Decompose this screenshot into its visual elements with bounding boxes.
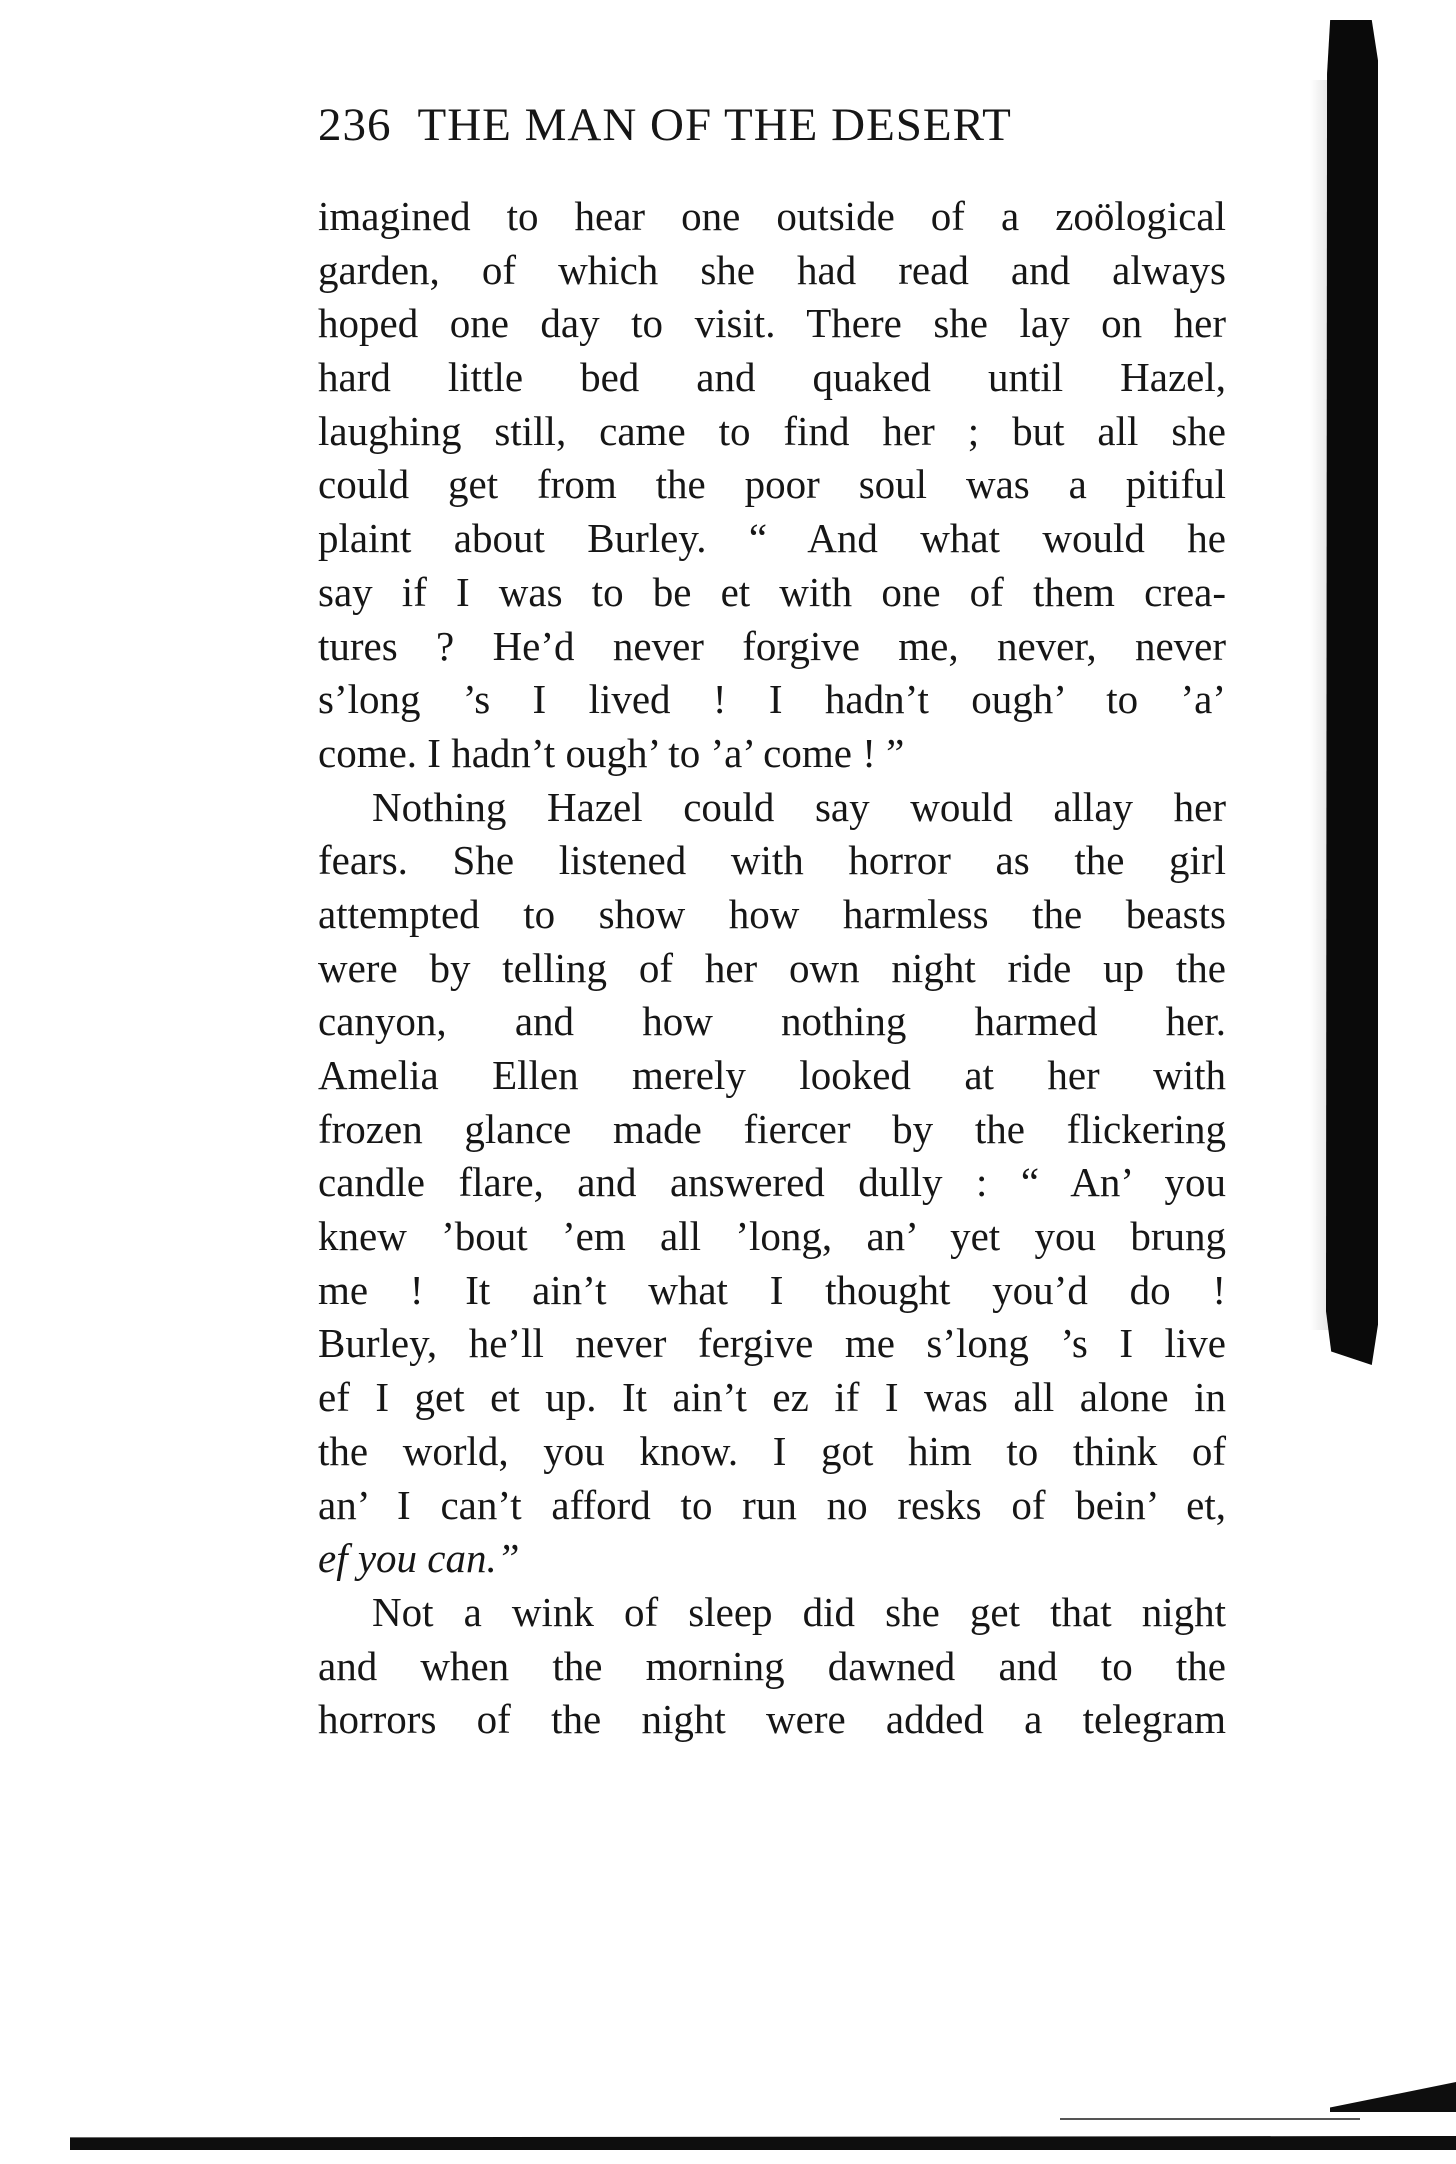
text-line: attempted to show how harmless the beasts [318,890,1226,937]
text-line: garden, of which she had read and always [318,246,1226,293]
text-line: could get from the poor soul was a pitiful [318,461,1226,508]
paragraph-end-line: ef you can.” [318,1535,520,1582]
text-line: tures ? He’d never forgive me, never, never [318,622,1226,669]
text-line: s’long ’s I lived ! I hadn’t ough’ to ’a’ [318,676,1226,723]
text-line: an’ I can’t afford to run no resks of bein’ et, [318,1481,1226,1528]
text-line: frozen glance made fiercer by the flickering [318,1105,1226,1152]
body-text [318,190,1226,1747]
paragraph-start-line: Nothing Hazel could say would allay her [372,783,1226,830]
page-number: 236 [318,99,392,151]
text-line: and when the morning dawned and to the [318,1642,1226,1689]
text-line: hoped one day to visit. There she lay on her [318,300,1226,347]
text-line: knew ’bout ’em all ’long, an’ yet you brung [318,1213,1226,1260]
paragraph-start-line: Not a wink of sleep did she get that night [372,1588,1226,1635]
text-line: say if I was to be et with one of them crea- [318,568,1226,615]
text-line: the world, you know. I got him to think of [318,1427,1226,1474]
text-line: horrors of the night were added a telegram [318,1696,1226,1743]
paragraph-end-line: come. I hadn’t ough’ to ’a’ come ! ” [318,729,905,776]
text-line: Burley, he’ll never fergive me s’long ’s I live [318,1320,1226,1367]
text-line: were by telling of her own night ride up the [318,944,1226,991]
text-line: laughing still, came to find her ; but all she [318,407,1226,454]
text-line: plaint about Burley. “ And what would he [318,515,1226,562]
text-line: hard little bed and quaked until Hazel, [318,354,1226,401]
text-line: imagined to hear one outside of a zoölogical [318,193,1226,239]
page-binding-edge [1326,20,1378,1365]
text-line: Amelia Ellen merely looked at her with [318,1052,1226,1098]
running-title: THE MAN OF THE DESERT [417,99,1012,151]
text-line: canyon, and how nothing harmed her. [318,998,1226,1045]
scan-edge-line [1060,2118,1360,2120]
text-line: me ! It ain’t what I thought you’d do ! [318,1266,1226,1313]
text-line: ef I get et up. It ain’t ez if I was all alone in [318,1374,1226,1421]
scan-corner-mark [1330,2082,1456,2112]
text-line: candle flare, and answered dully : “ An’ you [318,1159,1226,1206]
text-line: fears. She listened with horror as the girl [318,837,1226,884]
running-header [318,98,1228,158]
scan-bottom-edge [70,2136,1456,2150]
